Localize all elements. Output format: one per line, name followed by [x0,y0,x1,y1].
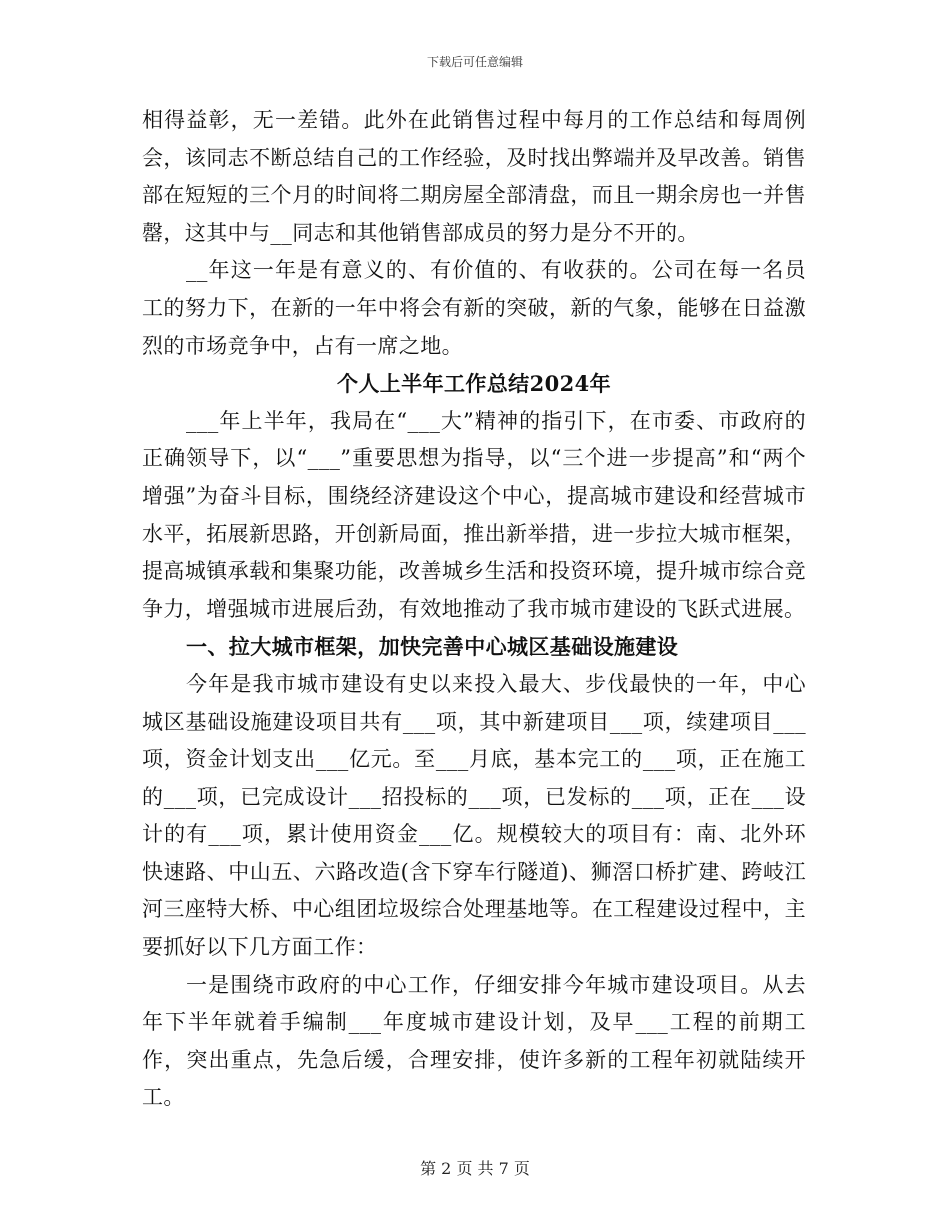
paragraph-intro: ___年上半年，我局在“___大”精神的指引下，在市委、市政府的正确领导下，以“___”重要思想为指导，以“三个进一步提高”和“两个增强”为奋斗目标，围绕经济建设这个中心，提高城市建设和经营城市水平，拓展新思路，开创新局面，推出新举措，进一步拉大城市框架，提高城镇承载和集聚功能，改善城乡生活和投资环境，提升城市综合竞争力，增强城市进展后劲，有效地推动了我市城市建设的飞跃式进展。 [142,408,806,621]
paragraph-section-point-1: 一是围绕市政府的中心工作，仔细安排今年城市建设项目。从去年下半年就着手编制___年度城市建设计划，及早___工程的前期工作，突出重点，先急后缓，合理安排，使许多新的工程年初就陆续开工。 [142,972,806,1110]
page-header-note: 下载后可任意编辑 [426,55,523,69]
document-title: 个人上半年工作总结2024年 [336,371,612,397]
paragraph-year-summary: __年这一年是有意义的、有价值的、有收获的。公司在每一名员工的努力下，在新的一年中将会有新的突破，新的气象，能够在日益激烈的市场竞争中，占有一席之地。 [142,258,806,358]
page-number: 第 2 页 共 7 页 [420,1159,530,1178]
paragraph-section-body: 今年是我市城市建设有史以来投入最大、步伐最快的一年，中心城区基础设施建设项目共有___项，其中新建项目___项，续建项目___项，资金计划支出___亿元。至___月底，基本完工的___项，正在施工的___项，已完成设计___招投标的___项，已发标的___项，正在___设计的有___项，累计使用资金___亿。规模较大的项目有：南、北外环快速路、中山五、六路改造(含下穿车行隧道)、狮滘口桥扩建、跨岐江河三座特大桥、中心组团垃圾综合处理基地等。在工程建设过程中，主要抓好以下几方面工作： [142,671,806,960]
section-heading-1: 一、拉大城市框架，加快完善中心城区基础设施建设 [186,634,679,660]
paragraph-continuation: 相得益彰，无一差错。此外在此销售过程中每月的工作总结和每周例会，该同志不断总结自己的工作经验，及时找出弊端并及早改善。销售部在短短的三个月的时间将二期房屋全部清盘，而且一期余房也一并售罄，这其中与__同志和其他销售部成员的努力是分不开的。 [142,108,806,245]
document-body [142,102,806,1117]
